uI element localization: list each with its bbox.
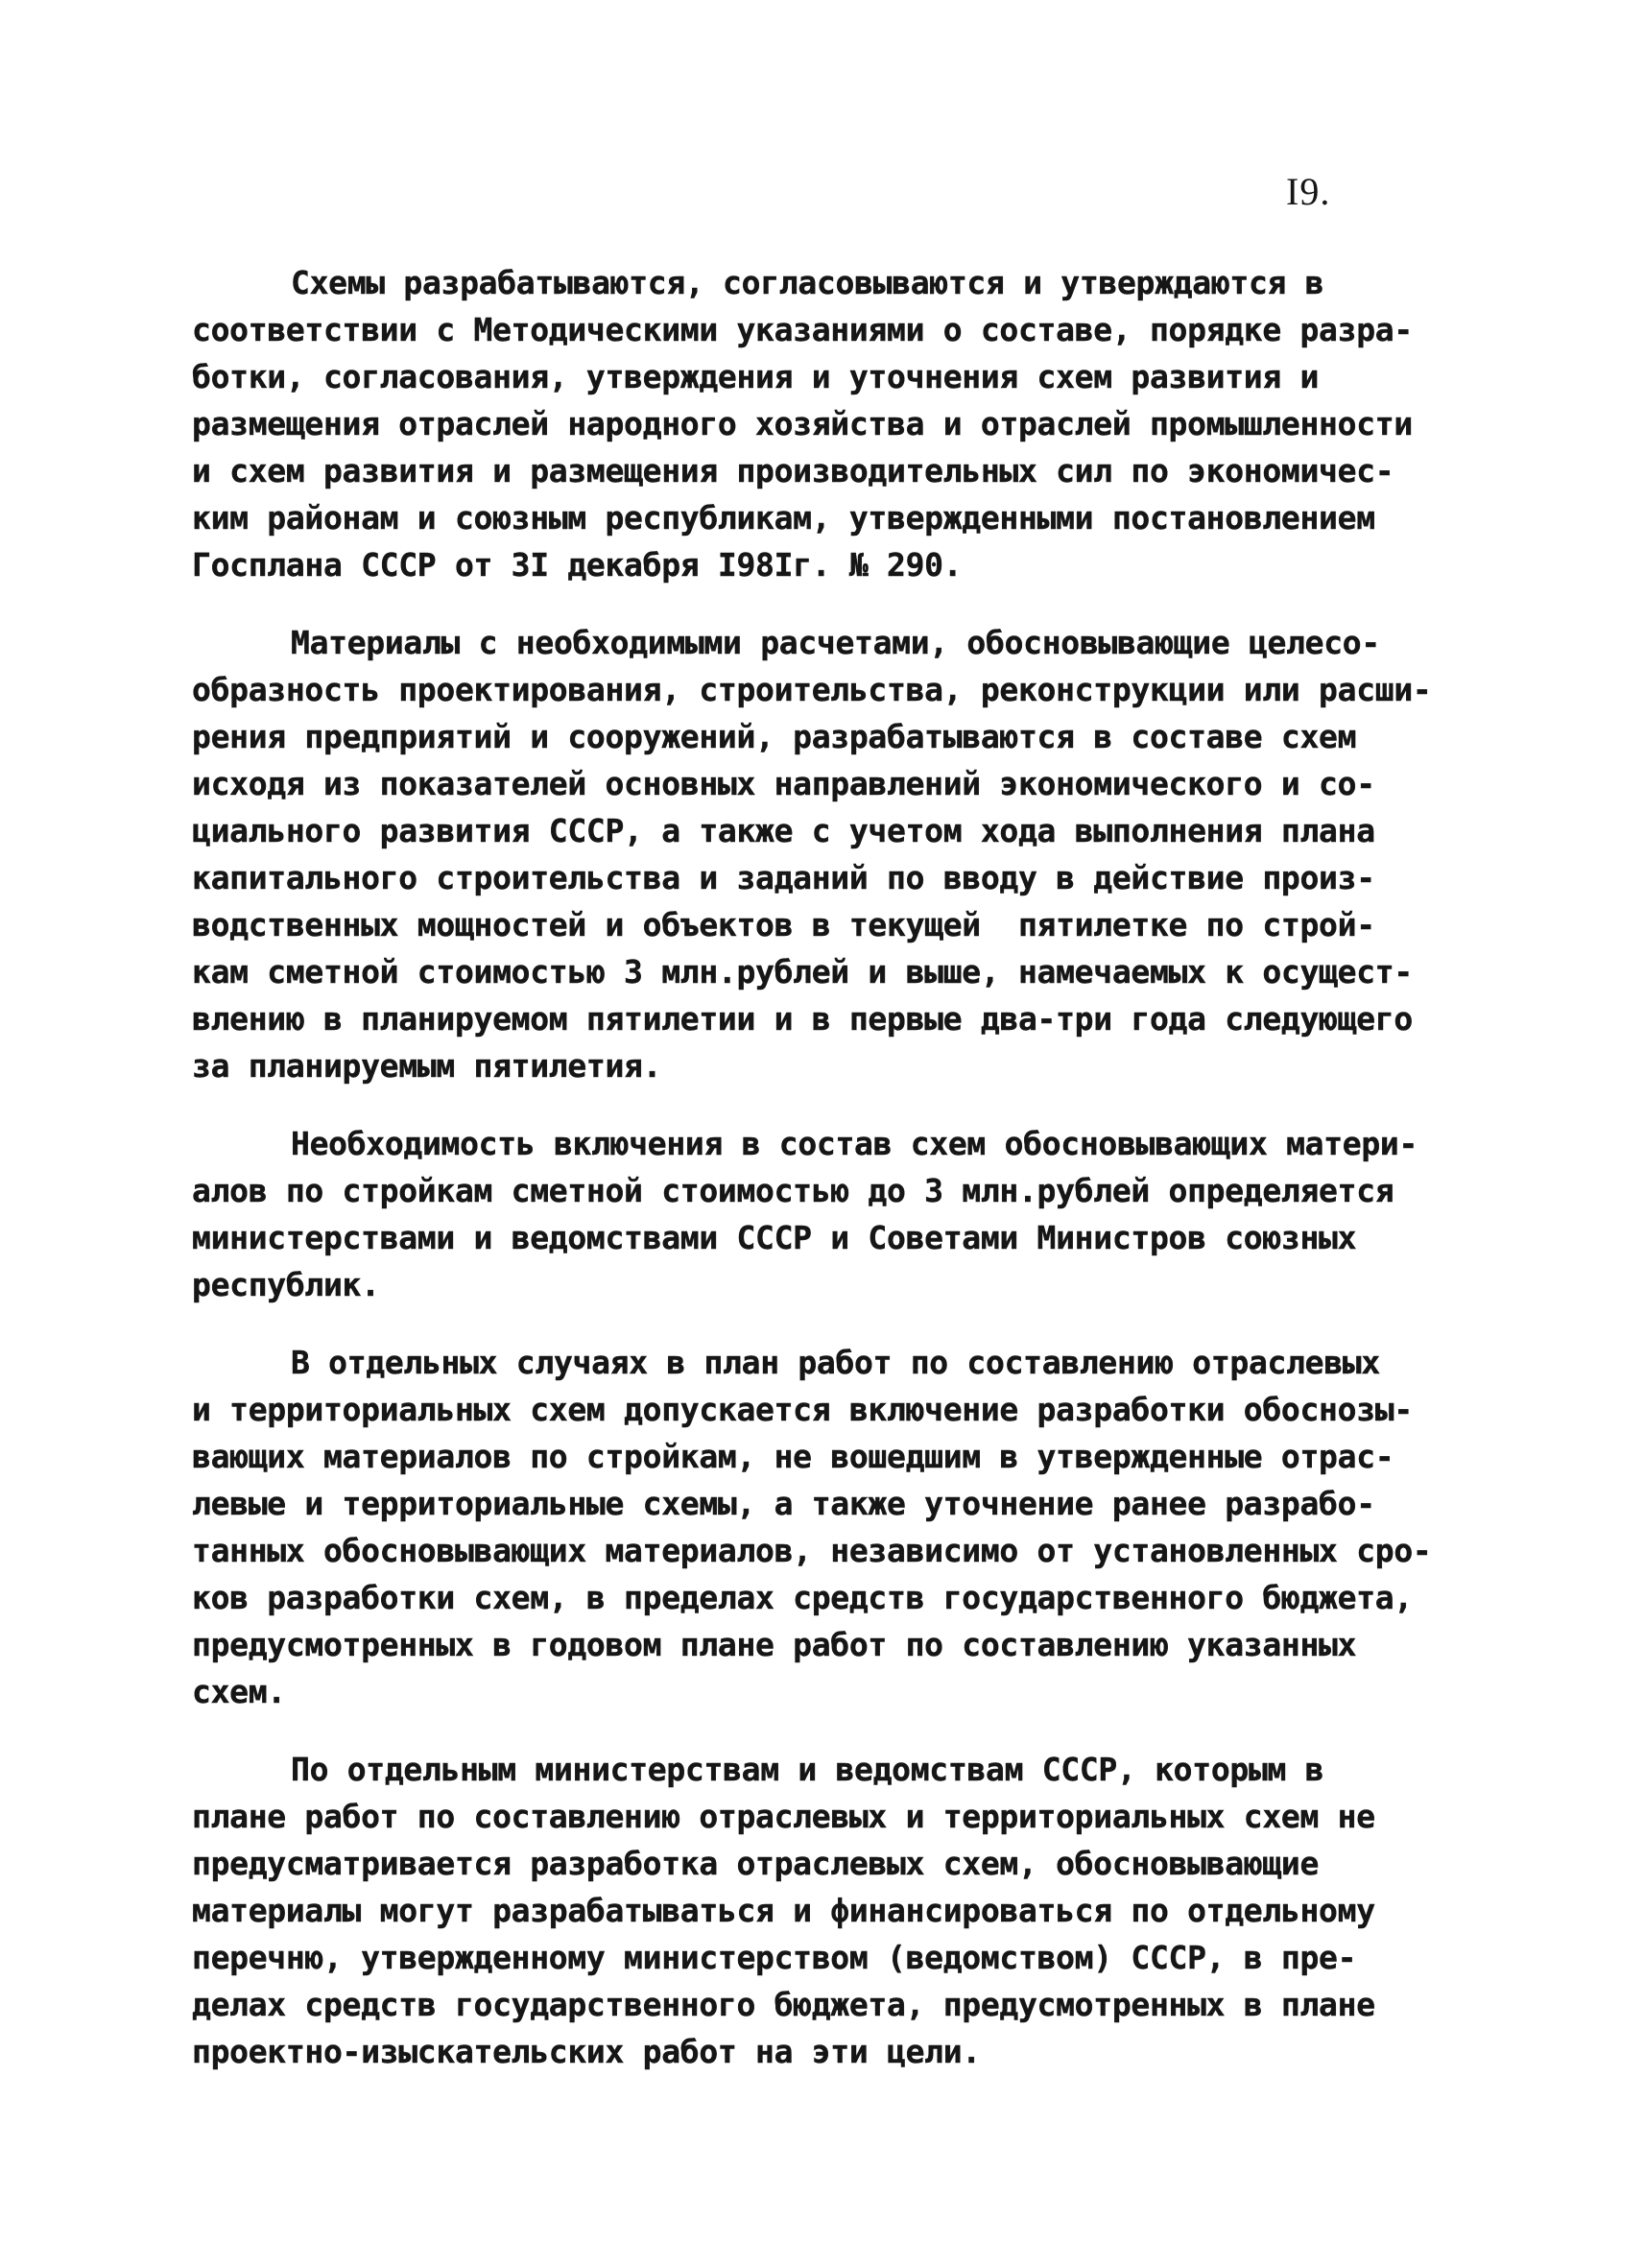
text-line: за планируемым пятилетия. — [192, 1047, 662, 1085]
paragraph — [192, 1339, 1497, 1715]
text-line: алов по стройкам сметной стоимостью до 3 млн.рублей определяется — [192, 1172, 1394, 1209]
paragraph — [192, 1746, 1497, 2075]
text-line: водственных мощностей и объектов в текущей пятилетке по строй- — [192, 906, 1375, 943]
text-line: образность проектирования, строительства, реконструкции или расши- — [192, 671, 1432, 708]
text-line: и территориальных схем допускается включение разработки обоснозы- — [192, 1391, 1413, 1428]
text-line: соответствии с Методическими указаниями о составе, порядке разра- — [192, 311, 1413, 348]
text-line: предусмотренных в годовом плане работ по составлению указанных — [192, 1626, 1357, 1663]
text-line: ким районам и союзным республикам, утвержденными постановлением — [192, 499, 1375, 537]
paragraph — [192, 619, 1497, 1089]
text-line: перечню, утвержденному министерством (ведомством) СССР, в пре- — [192, 1939, 1357, 1976]
text-line: республик. — [192, 1266, 380, 1303]
text-line: проектно-изыскательских работ на эти цели. — [192, 2033, 981, 2070]
text-line: материалы могут разрабатываться и финансироваться по отдельному — [192, 1892, 1375, 1929]
text-line: предусматривается разработка отраслевых схем, обосновывающие — [192, 1845, 1320, 1882]
text-line: вающих материалов по стройкам, не вошедшим в утвержденные отрас- — [192, 1438, 1394, 1475]
text-line: размещения отраслей народного хозяйства и отраслей промышленности — [192, 405, 1413, 442]
text-line: капитального строительства и заданий по вводу в действие произ- — [192, 859, 1375, 896]
text-line: ков разработки схем, в пределах средств государственного бюджета, — [192, 1579, 1413, 1616]
paragraph — [192, 1120, 1497, 1308]
text-line: В отдельных случаях в план работ по составлению отраслевых — [291, 1344, 1380, 1381]
text-line: плане работ по составлению отраслевых и территориальных схем не — [192, 1798, 1375, 1835]
text-line: Схемы разрабатываются, согласовываются и утверждаются в — [291, 264, 1324, 301]
text-line: ботки, согласования, утверждения и уточнения схем развития и — [192, 358, 1320, 395]
text-line: Необходимость включения в состав схем обосновывающих матери- — [291, 1125, 1418, 1162]
document-body — [192, 259, 1497, 2106]
text-line: влению в планируемом пятилетии и в первые два-три года следующего — [192, 1000, 1413, 1038]
text-line: Госплана СССР от 3I декабря I98Iг. № 290. — [192, 546, 963, 584]
text-line: схем. — [192, 1673, 286, 1710]
text-line: кам сметной стоимостью 3 млн.рублей и выше, намечаемых к осущест- — [192, 953, 1413, 991]
text-line: Материалы с необходимыми расчетами, обосновывающие целесо- — [291, 624, 1380, 661]
text-line: циального развития СССР, а также с учетом хода выполнения плана — [192, 812, 1375, 849]
text-line: делах средств государственного бюджета, предусмотренных в плане — [192, 1986, 1375, 2023]
text-line: исходя из показателей основных направлений экономического и со- — [192, 765, 1375, 802]
text-line: левые и территориальные схемы, а также уточнение ранее разрабо- — [192, 1485, 1375, 1522]
paragraph — [192, 259, 1497, 588]
text-line: рения предприятий и сооружений, разрабатываются в составе схем — [192, 718, 1357, 755]
text-line: министерствами и ведомствами СССР и Советами Министров союзных — [192, 1219, 1357, 1256]
page-number: I9. — [1286, 170, 1331, 213]
text-line: и схем развития и размещения производительных сил по экономичес- — [192, 452, 1394, 489]
text-line: танных обосновывающих материалов, независимо от установленных сро- — [192, 1532, 1432, 1569]
text-line: По отдельным министерствам и ведомствам СССР, которым в — [291, 1751, 1324, 1788]
